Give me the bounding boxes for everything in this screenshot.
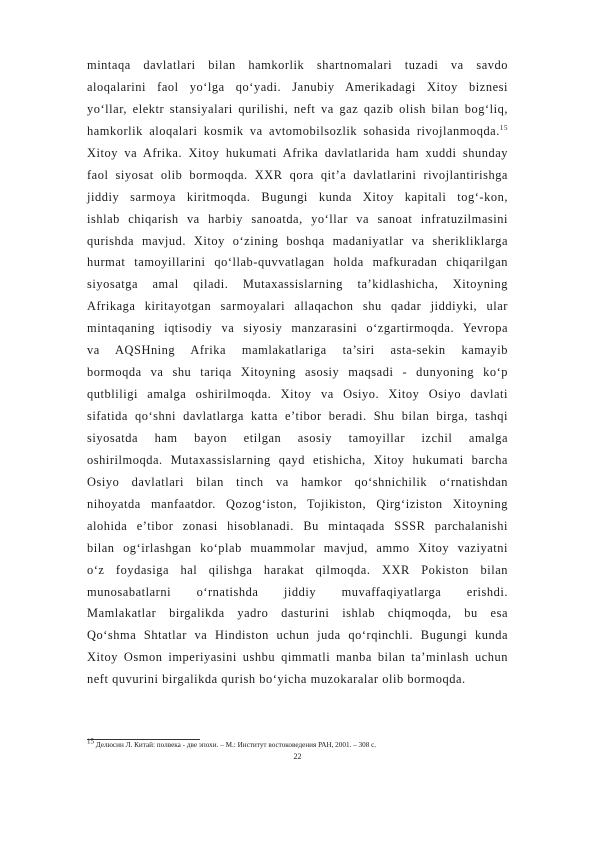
text-line xyxy=(87,582,508,604)
text-line xyxy=(87,296,508,318)
text-line xyxy=(87,362,508,384)
text-line xyxy=(87,318,508,340)
text-line xyxy=(87,99,508,121)
text-line xyxy=(87,669,508,691)
text-line xyxy=(87,560,508,582)
text-line-content: yo‘llar, elektr stansiyalari qurilishi, neft va gaz qazib olish bilan bog‘liq, xyxy=(87,101,508,116)
page-number: 22 xyxy=(293,752,302,761)
text-line-content: Osiyo davlatlari bilan tinch va hamkor qo‘shnichilik o‘rnatishdan xyxy=(87,474,508,489)
footnote-reference: 15 xyxy=(499,123,508,132)
text-line-content: bilan og‘irlashgan ko‘plab muammolar mavjud, ammo Xitoy vaziyatni xyxy=(87,540,508,555)
text-line xyxy=(87,384,508,406)
text-line-content: ishlab chiqarish va harbiy sanoatda, yo‘llar va sanoat infratuzilmasini xyxy=(87,211,508,226)
text-line xyxy=(87,274,508,296)
text-line-content: munosabatlarni o‘rnatishda jiddiy muvaffaqiyatlarga erishdi. xyxy=(87,584,508,599)
text-line-content: siyosatga amal qiladi. Mutaxassislarning ta’kidlashicha, Xitoyning xyxy=(87,277,508,292)
footnote-text: Делюсин Л. Китай: полвека - две эпохи. – М.: Институт востоковедения РАН, 2001. – 308 с. xyxy=(95,741,377,749)
text-line-content: jiddiy sarmoya kiritmoqda. Bugungi kunda Xitoy kapitali tog‘-kon, xyxy=(87,189,508,204)
text-line-content: Xitoy va Afrika. Xitoy hukumati Afrika davlatlarida ham xuddi shunday xyxy=(87,145,508,160)
text-line-content: sifatida qo‘shni davlatlarga katta e’tibor beradi. Shu bilan birga, tashqi xyxy=(87,409,508,423)
text-line xyxy=(87,472,508,494)
text-line-content: hurmat tamoyillarini qo‘llab-quvvatlagan holda mafkuradan chiqarilgan xyxy=(87,255,508,270)
text-line-content: o‘z foydasiga hal qilishga harakat qilmoqda. XXR Pokiston bilan xyxy=(87,562,508,577)
text-line-content: Afrikaga kiritayotgan sarmoyalari allaqachon shu qadar jiddiyki, ular xyxy=(87,299,508,314)
text-line xyxy=(87,494,508,516)
footnote-marker: 15 xyxy=(87,737,94,746)
text-line xyxy=(87,165,508,187)
text-line-content: faol siyosat olib bormoqda. XXR qora qit’a davlatlarini rivojlantirishga xyxy=(87,167,508,182)
footnote xyxy=(87,737,508,750)
text-line-content: nihoyatda manfaatdor. Qozog‘iston, Tojikiston, Qirg‘iziston Xitoyning xyxy=(87,496,508,511)
text-line xyxy=(87,187,508,209)
text-line-content: bormoqda va shu tariqa Xitoyning asosiy maqsadi - dunyoning ko‘p xyxy=(87,365,508,380)
text-line xyxy=(87,121,508,143)
text-line-content: mintaqa davlatlari bilan hamkorlik shartnomalari tuzadi va savdo xyxy=(87,58,508,72)
text-line-content: neft quvurini birgalikda qurish bo‘yicha muzokaralar olib bormoqda. xyxy=(87,672,466,687)
text-line xyxy=(87,538,508,560)
text-line-content: oshirilmoqda. Mutaxassislarning qayd etishicha, Xitoy hukumati barcha xyxy=(87,452,508,467)
footnote-separator xyxy=(87,739,200,740)
body-text xyxy=(87,55,508,691)
text-line-content: alohida e’tibor zonasi hisoblanadi. Bu mintaqada SSSR parchalanishi xyxy=(87,518,508,533)
text-line-content: Xitoy Osmon imperiyasini ushbu qimmatli manba bilan ta’minlash uchun xyxy=(87,650,508,665)
text-line-content: va AQSHning Afrika mamlakatlariga ta’siri asta-sekin kamayib xyxy=(87,343,508,358)
text-line-content: qurishda mavjud. Xitoy o‘zining boshqa madaniyatlar va sherikliklarga xyxy=(87,233,508,248)
text-line xyxy=(87,625,508,647)
text-line xyxy=(87,209,508,231)
text-line xyxy=(87,450,508,472)
text-line xyxy=(87,55,508,77)
text-line xyxy=(87,406,508,428)
text-line xyxy=(87,340,508,362)
text-line xyxy=(87,603,508,625)
text-line xyxy=(87,231,508,253)
text-line xyxy=(87,77,508,99)
text-line-content: hamkorlik aloqalari kosmik va avtomobilsozlik sohasida rivojlanmoqda. xyxy=(87,123,500,138)
text-line xyxy=(87,647,508,669)
text-line-content: qutbliligi amalga oshirilmoqda. Xitoy va Osiyo. Xitoy Osiyo davlati xyxy=(87,387,508,402)
text-line-content: mintaqaning iqtisodiy va siyosiy manzarasini o‘zgartirmoqda. Yevropa xyxy=(87,321,508,336)
text-line-content: aloqalarini faol yo‘lga qo‘yadi. Janubiy Amerikadagi Xitoy biznesi xyxy=(87,79,508,94)
text-line-content: Qo‘shma Shtatlar va Hindiston uchun juda qo‘rqinchli. Bugungi kunda xyxy=(87,628,508,643)
text-line-content: siyosatda ham bayon etilgan asosiy tamoyillar izchil amalga xyxy=(87,430,508,445)
text-line xyxy=(87,516,508,538)
text-line xyxy=(87,143,508,165)
text-line xyxy=(87,428,508,450)
text-line xyxy=(87,252,508,274)
text-line-content: Mamlakatlar birgalikda yadro dasturini ishlab chiqmoqda, bu esa xyxy=(87,606,508,621)
